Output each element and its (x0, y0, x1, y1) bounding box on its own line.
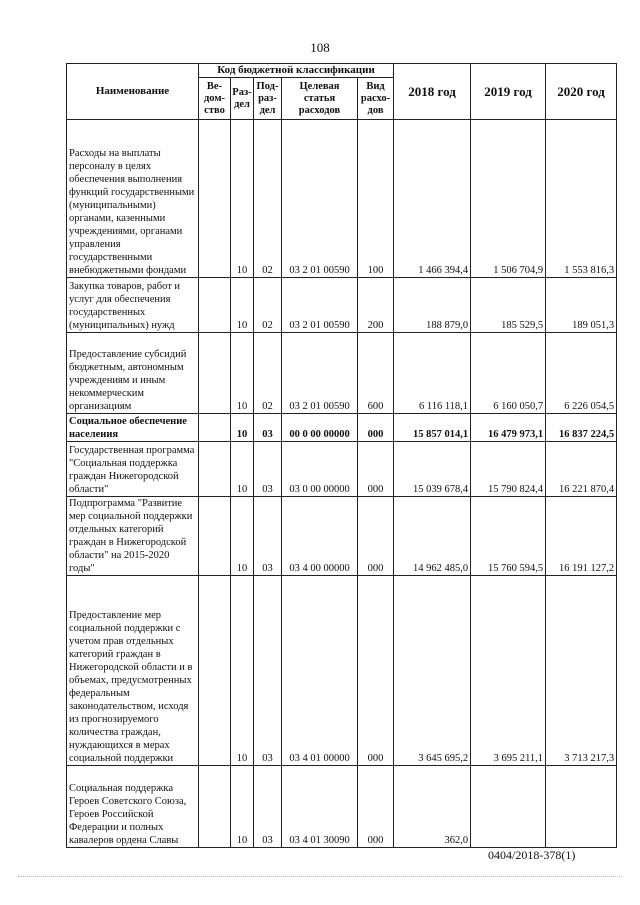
row-statya: 03 4 01 00000 (282, 576, 358, 766)
table-row (67, 766, 617, 848)
column-header-vedomstvo: Ве- дом- ство (199, 78, 231, 120)
column-header-vid: Вид расхо- дов (358, 78, 394, 120)
row-2020 (546, 766, 617, 848)
row-name: Расходы на выплаты персоналу в целях обеспечения выполнения функций государственными (муниципальными) органами, казенными учреждениями, органами управления государственными внебюджетными фондами (67, 120, 199, 278)
row-podrazdel: 03 (254, 442, 282, 497)
table-body (67, 120, 617, 848)
row-vedomstvo (199, 120, 231, 278)
column-header-name: Наименование (67, 64, 199, 120)
row-2020: 16 191 127,2 (546, 497, 617, 576)
row-razdel: 10 (231, 576, 254, 766)
row-name: Подпрограмма "Развитие мер социальной поддержки отдельных категорий граждан в Нижегородской области" на 2015-2020 годы" (67, 497, 199, 576)
row-razdel: 10 (231, 333, 254, 414)
column-header-2018: 2018 год (394, 64, 471, 120)
column-header-razdel: Раз- дел (231, 78, 254, 120)
row-podrazdel: 03 (254, 576, 282, 766)
row-2019: 1 506 704,9 (471, 120, 546, 278)
row-2018: 14 962 485,0 (394, 497, 471, 576)
row-vid: 100 (358, 120, 394, 278)
row-podrazdel: 02 (254, 278, 282, 333)
row-razdel: 10 (231, 497, 254, 576)
row-statya: 00 0 00 00000 (282, 414, 358, 442)
row-2019 (471, 766, 546, 848)
row-2018: 15 857 014,1 (394, 414, 471, 442)
row-vid: 200 (358, 278, 394, 333)
row-2019: 185 529,5 (471, 278, 546, 333)
row-podrazdel: 03 (254, 497, 282, 576)
row-statya: 03 0 00 00000 (282, 442, 358, 497)
row-name: Предоставление мер социальной поддержки с учетом прав отдельных категорий граждан в Нижегородской области и в объемах, предусмотренных федеральным законодательством, исходя из прогнозируемого количества граждан, нуждающихся в мерах социальной поддержки (67, 576, 199, 766)
row-razdel: 10 (231, 442, 254, 497)
row-2019: 6 160 050,7 (471, 333, 546, 414)
row-2018: 362,0 (394, 766, 471, 848)
row-vedomstvo (199, 576, 231, 766)
table-row (67, 120, 617, 278)
row-2018: 6 116 118,1 (394, 333, 471, 414)
row-2020: 6 226 054,5 (546, 333, 617, 414)
table-row (67, 497, 617, 576)
row-2020: 16 837 224,5 (546, 414, 617, 442)
row-2020: 1 553 816,3 (546, 120, 617, 278)
row-vid: 000 (358, 497, 394, 576)
document-code: 0404/2018-378(1) (488, 848, 576, 862)
row-2018: 3 645 695,2 (394, 576, 471, 766)
row-name: Социальная поддержка Героев Советского Союза, Героев Российской Федерации и полных кавалеров ордена Славы (67, 766, 199, 848)
row-razdel: 10 (231, 766, 254, 848)
row-vedomstvo (199, 766, 231, 848)
row-2020: 16 221 870,4 (546, 442, 617, 497)
table-row (67, 442, 617, 497)
row-podrazdel: 02 (254, 120, 282, 278)
row-vid: 000 (358, 576, 394, 766)
column-header-2019: 2019 год (471, 64, 546, 120)
table-row (67, 576, 617, 766)
row-2018: 1 466 394,4 (394, 120, 471, 278)
row-razdel: 10 (231, 414, 254, 442)
row-razdel: 10 (231, 120, 254, 278)
row-2019: 15 790 824,4 (471, 442, 546, 497)
row-name: Государственная программа "Социальная поддержка граждан Нижегородской области" (67, 442, 199, 497)
row-podrazdel: 03 (254, 766, 282, 848)
column-header-2020: 2020 год (546, 64, 617, 120)
row-vedomstvo (199, 414, 231, 442)
row-statya: 03 4 00 00000 (282, 497, 358, 576)
row-name: Закупка товаров, работ и услуг для обеспечения государственных (муниципальных) нужд (67, 278, 199, 333)
row-vedomstvo (199, 278, 231, 333)
page-number: 108 (310, 40, 330, 55)
row-2019: 16 479 973,1 (471, 414, 546, 442)
row-vedomstvo (199, 497, 231, 576)
row-name: Предоставление субсидий бюджетным, автономным учреждениям и иным некоммерческим организациям (67, 333, 199, 414)
row-statya: 03 2 01 00590 (282, 278, 358, 333)
table-row (67, 414, 617, 442)
row-2018: 15 039 678,4 (394, 442, 471, 497)
column-header-podrazdel: Под- раз- дел (254, 78, 282, 120)
row-vid: 000 (358, 442, 394, 497)
row-2019: 3 695 211,1 (471, 576, 546, 766)
table-row (67, 333, 617, 414)
row-vid: 600 (358, 333, 394, 414)
row-podrazdel: 02 (254, 333, 282, 414)
row-2018: 188 879,0 (394, 278, 471, 333)
row-statya: 03 4 01 30090 (282, 766, 358, 848)
row-vedomstvo (199, 442, 231, 497)
table-row (67, 278, 617, 333)
row-statya: 03 2 01 00590 (282, 333, 358, 414)
column-header-code-group: Код бюджетной классификации (199, 64, 394, 78)
column-header-statya: Целевая статья расходов (282, 78, 358, 120)
row-vid: 000 (358, 766, 394, 848)
row-vid: 000 (358, 414, 394, 442)
budget-table (66, 63, 617, 848)
row-podrazdel: 03 (254, 414, 282, 442)
page-bottom-rule (18, 876, 622, 877)
row-razdel: 10 (231, 278, 254, 333)
row-2019: 15 760 594,5 (471, 497, 546, 576)
row-2020: 3 713 217,3 (546, 576, 617, 766)
row-2020: 189 051,3 (546, 278, 617, 333)
row-statya: 03 2 01 00590 (282, 120, 358, 278)
row-vedomstvo (199, 333, 231, 414)
row-name: Социальное обеспечение населения (67, 414, 199, 442)
